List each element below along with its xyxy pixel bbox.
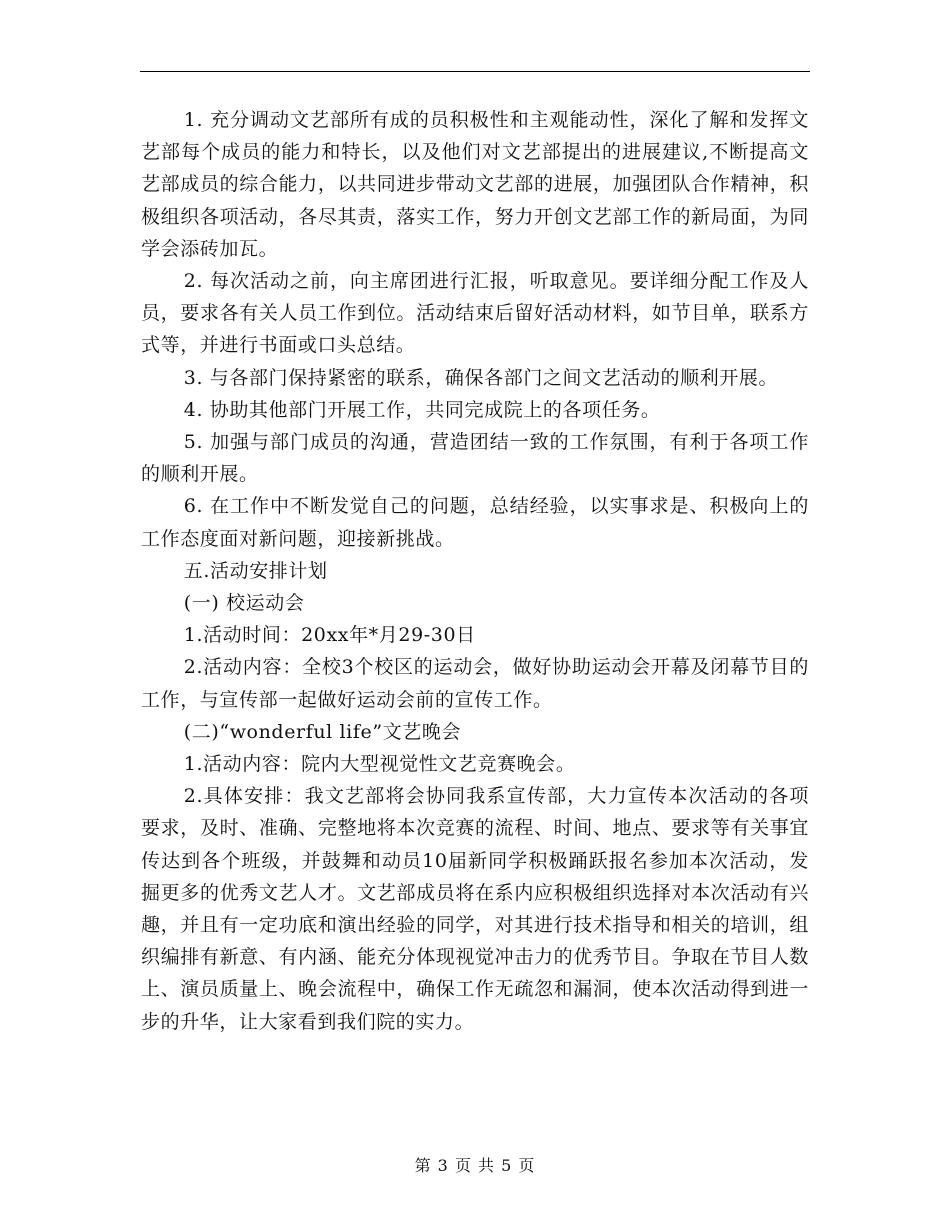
header-rule xyxy=(140,71,810,72)
subsection-heading-gala: (二)“wonderful life”文艺晚会 xyxy=(183,720,462,743)
paragraph-item-3: 3. 与各部门保持紧密的联系，确保各部门之间文艺活动的顺利开展。 xyxy=(183,366,779,389)
paragraph-item-4: 4. 协助其他部门开展工作，共同完成院上的各项任务。 xyxy=(183,398,661,421)
gala-content: 1.活动内容：院内大型视觉性文艺竞赛晚会。 xyxy=(183,753,576,776)
paragraph-item-2: 2. 每次活动之前，向主席团进行汇报，听取意见。要详细分配工作及人员，要求各有关人员工作到位。活动结束后留好活动材料，如节目单，联系方式等，并进行书面或口头总结。 xyxy=(141,270,809,357)
page-number: 第 3 页 共 5 页 xyxy=(414,1156,536,1175)
page-footer xyxy=(0,1153,950,1176)
sports-meet-time: 1.活动时间：20xx年*月29-30日 xyxy=(183,624,476,647)
sports-meet-content: 2.活动内容：全校3个校区的运动会，做好协助运动会开幕及闭幕节目的工作，与宣传部一起做好运动会前的宣传工作。 xyxy=(141,656,809,711)
subsection-heading-sports-meet: (一) 校运动会 xyxy=(183,592,305,615)
section-heading: 五.活动安排计划 xyxy=(183,559,328,582)
paragraph-item-5: 5. 加强与部门成员的沟通，营造团结一致的工作氛围，有利于各项工作的顺利开展。 xyxy=(141,431,809,486)
paragraph-item-6: 6. 在工作中不断发觉自己的问题，总结经验，以实事求是、积极向上的工作态度面对新问题，迎接新挑战。 xyxy=(141,495,809,550)
paragraph-item-1: 1. 充分调动文艺部所有成的员积极性和主观能动性，深化了解和发挥文艺部每个成员的能力和特长，以及他们对文艺部提出的进展建议,不断提高文艺部成员的综合能力，以共同进步带动文艺部的进展，加强团队合作精神，积极组织各项活动，各尽其责，落实工作，努力开创文艺部工作的新局面，为同学会添砖加瓦。 xyxy=(141,109,809,260)
document-body xyxy=(141,104,809,1038)
gala-arrangement: 2.具体安排：我文艺部将会协同我系宣传部，大力宣传本次活动的各项要求，及时、准确、完整地将本次竞赛的流程、时间、地点、要求等有关事宜传达到各个班级，并鼓舞和动员10届新同学积极踊跃报名参加本次活动，发掘更多的优秀文艺人才。文艺部成员将在系内应积极组织选择对本次活动有兴趣，并且有一定功底和演出经验的同学，对其进行技术指导和相关的培训，组织编排有新意、有内涵、能充分体现视觉冲击力的优秀节目。争取在节目人数上、演员质量上、晚会流程中，确保工作无疏忽和漏洞，使本次活动得到进一步的升华，让大家看到我们院的实力。 xyxy=(141,785,809,1033)
